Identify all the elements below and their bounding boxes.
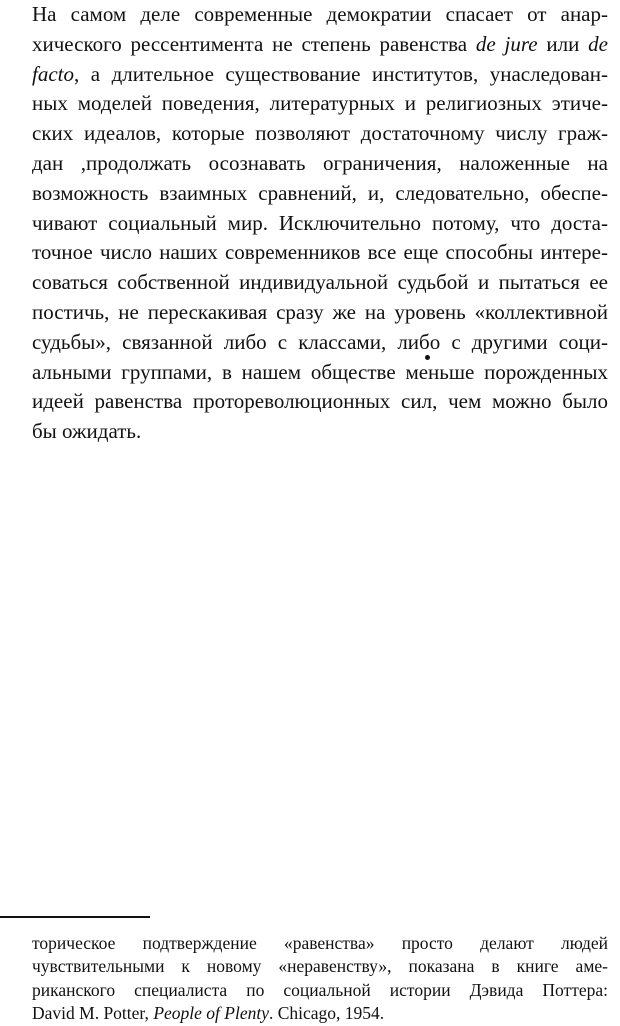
text-segment: хического рессентимента не степень равенства — [32, 31, 476, 56]
text-segment: альными группами, в нашем обществе меньше порожденных — [32, 359, 608, 384]
footnote-line — [32, 979, 608, 1002]
text-line — [32, 119, 608, 149]
stray-ink-mark — [425, 355, 430, 360]
book-title: People of Plenty — [153, 1003, 269, 1024]
text-line — [32, 387, 608, 417]
text-line — [32, 417, 608, 447]
italic-term: de — [588, 31, 608, 56]
text-line — [32, 209, 608, 239]
text-segment: точное число наших современников все еще способны интере- — [32, 240, 608, 265]
italic-term: facto — [32, 61, 74, 86]
text-line — [32, 149, 608, 179]
text-segment: чувствительными к новому «неравенству», показана в книге аме- — [32, 956, 608, 977]
text-line — [32, 328, 608, 358]
text-line — [32, 0, 608, 30]
footnote-separator — [0, 916, 150, 918]
text-line — [32, 298, 608, 328]
text-line — [32, 358, 608, 388]
text-line — [32, 238, 608, 268]
text-segment: чивают социальный мир. Исключительно потому, что доста- — [32, 210, 608, 235]
text-segment: ских идеалов, которые позволяют достаточному числу граж- — [32, 121, 608, 146]
footnote-line — [32, 932, 608, 955]
text-segment: судьбы», связанной либо с классами, либо с другими соци- — [32, 329, 608, 354]
text-segment: идеей равенства протореволюционных сил, чем можно было — [32, 389, 608, 414]
text-segment: или — [537, 31, 589, 56]
text-line — [32, 60, 608, 90]
text-segment: соваться собственной индивидуальной судьбой и пытаться ее — [32, 270, 608, 295]
text-line — [32, 89, 608, 119]
text-segment: торическое подтверждение «равенства» просто делают людей — [32, 933, 608, 953]
footnote-line — [32, 1002, 608, 1025]
text-segment: бы ожидать. — [32, 419, 142, 444]
text-segment: постичь, не перескакивая сразу же на уровень «коллективной — [32, 299, 608, 324]
text-segment: риканского специалиста по социальной истории Дэвида Поттера: — [32, 979, 608, 1000]
text-segment: ных моделей поведения, литературных и религиозных этиче- — [32, 91, 608, 116]
footnote — [32, 932, 608, 1026]
text-segment: David M. Potter, — [32, 1003, 154, 1024]
text-segment: . Chicago, 1954. — [268, 1003, 385, 1024]
text-line — [32, 268, 608, 298]
text-segment: возможность взаимных сравнений, и, следовательно, обеспе- — [32, 180, 608, 205]
main-paragraph — [32, 0, 608, 447]
footnote-line — [32, 955, 608, 978]
text-line — [32, 179, 608, 209]
text-segment: На самом деле современные демократии спасает от анар- — [32, 2, 608, 26]
text-segment: , а длительное существование институтов, унаследован- — [74, 61, 608, 86]
text-line — [32, 30, 608, 60]
text-segment: дан ,продолжать осознавать ограничения, наложенные на — [32, 150, 608, 175]
italic-term: de jure — [475, 31, 538, 56]
